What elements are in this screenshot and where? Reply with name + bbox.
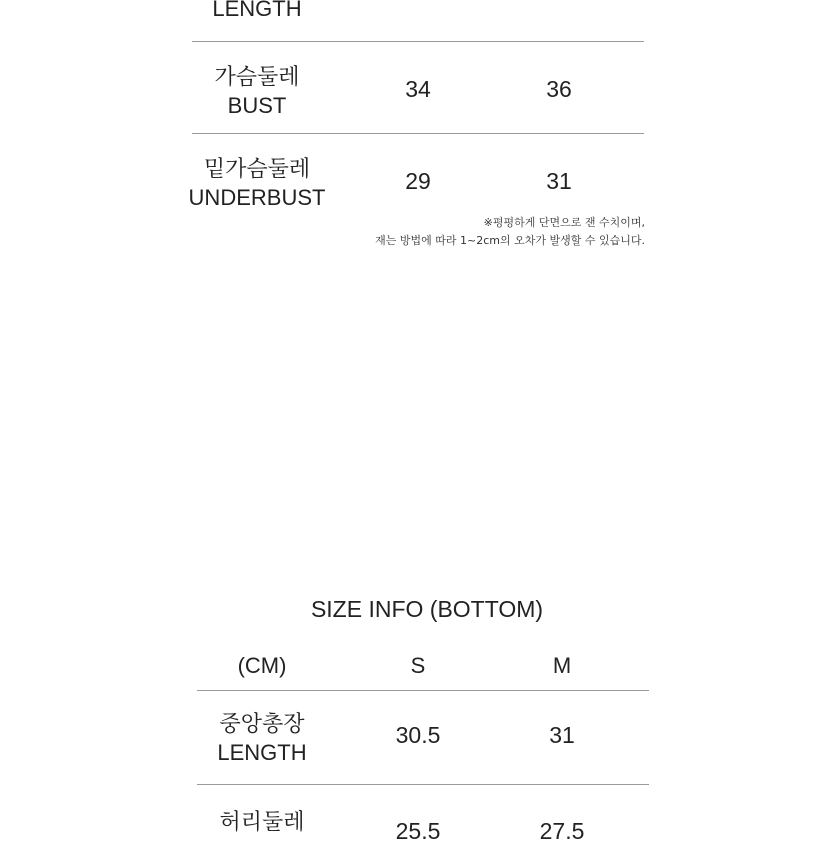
top-row-bust-ko: 가슴둘레 [214, 64, 300, 89]
top-row-bust-s: 34 [405, 76, 431, 102]
bottom-row-waist-m: 27.5 [539, 818, 585, 844]
bottom-row-waist-ko: 허리둘레 [219, 809, 305, 834]
top-row-underbust-s: 29 [405, 168, 431, 194]
bottom-row-length-m: 31 [549, 722, 575, 748]
bottom-row-length-s: 30.5 [395, 722, 441, 748]
top-row-underbust-ko: 밑가슴둘레 [203, 156, 311, 181]
bottom-row-divider-1 [197, 784, 649, 785]
bottom-row-length-ko: 중앙총장 [219, 711, 305, 736]
top-row-bust-en: BUST [227, 93, 287, 118]
top-row-underbust-en: UNDERBUST [188, 185, 326, 210]
bottom-header-divider [197, 690, 649, 691]
bottom-row-waist-s: 25.5 [395, 818, 441, 844]
top-row-divider-1 [192, 41, 644, 42]
bottom-row-length-en: LENGTH [217, 740, 307, 765]
measurement-note-line-2: 재는 방법에 따라 1~2cm의 오차가 발생할 수 있습니다. [375, 234, 645, 247]
top-row-length-en: LENGTH [212, 0, 302, 21]
header-unit: (CM) [237, 653, 287, 678]
top-row-divider-2 [192, 133, 644, 134]
header-size-m: M [552, 653, 572, 678]
header-size-s: S [410, 653, 426, 678]
measurement-note-line-1: ※평평하게 단면으로 잰 수치이며, [483, 216, 645, 229]
top-row-bust-m: 36 [546, 76, 572, 102]
top-row-underbust-m: 31 [546, 168, 572, 194]
bottom-table-title: SIZE INFO (BOTTOM) [310, 596, 544, 622]
